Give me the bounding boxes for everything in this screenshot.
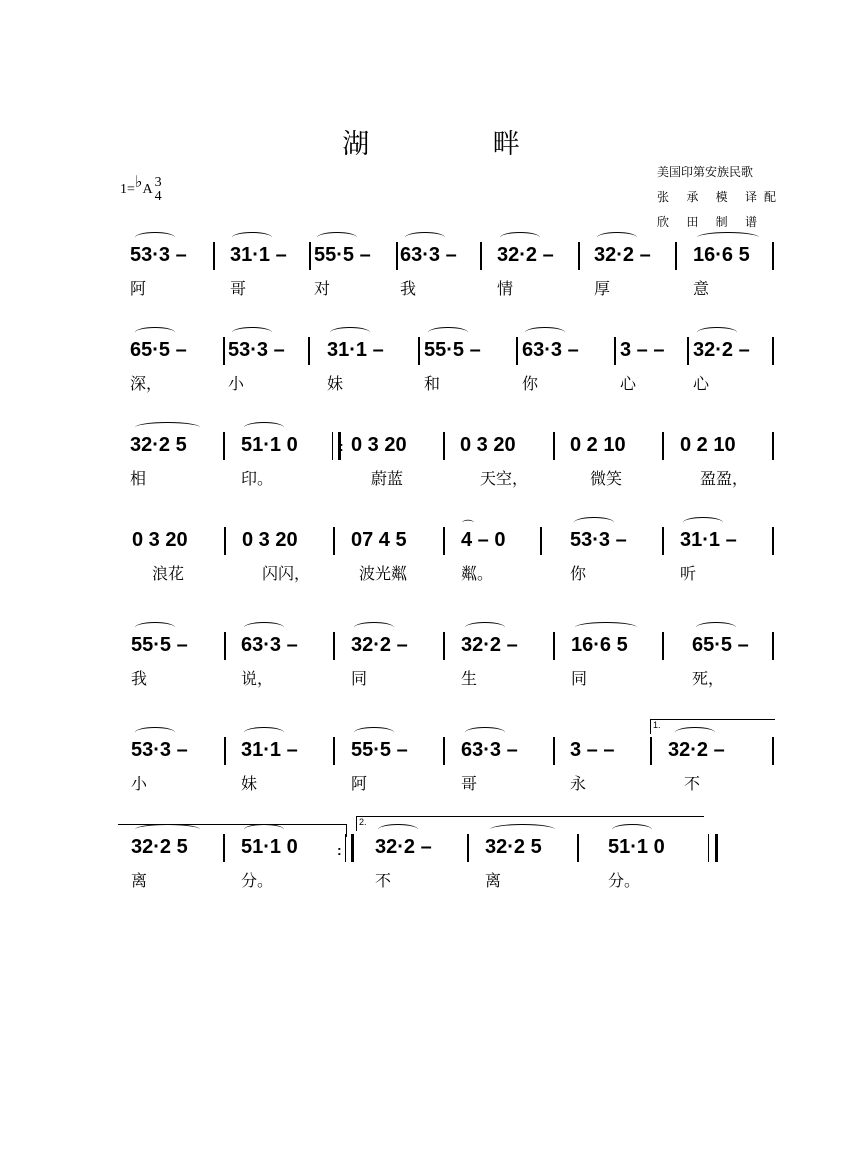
credits bbox=[657, 160, 783, 235]
time-bottom: 4 bbox=[154, 189, 162, 204]
key-signature bbox=[120, 176, 162, 204]
credit-transcriber: 欣 田 制 谱 bbox=[657, 215, 765, 229]
credit-origin: 美国印第安族民歌 bbox=[657, 165, 754, 179]
repeat-end-sign: : bbox=[337, 842, 342, 858]
score-line-3: 32·2 5 相 51·1 0 印。 : 0 3 20 蔚蓝 0 3 20 天空， 0 2 10 微笑 0 2 10 盈盈， bbox=[0, 420, 862, 510]
fermata-icon: ⌒ bbox=[462, 519, 475, 533]
score-line-5: 55·5 – 我 63·3 – 说， 32·2 – 同 32·2 – 生 16·6 5 同 65·5 – 死， bbox=[0, 620, 862, 710]
time-top: 3 bbox=[154, 175, 162, 190]
time-signature bbox=[155, 176, 162, 204]
volta-2: 2. bbox=[356, 816, 704, 831]
repeat-sign: : bbox=[339, 438, 344, 454]
score-line-7: 32·2 5 离 51·1 0 分。 : 2. 32·2 – 不 32·2 5 离 51·1 0 分。 bbox=[0, 822, 862, 912]
score-line-2: 65·5 – 深， 53·3 – 小 31·1 – 妹 55·5 – 和 63·3 – 你 3 – – 心 32·2 – 心 bbox=[0, 325, 862, 415]
key-prefix: 1= bbox=[120, 182, 135, 198]
score-line-4: 0 3 20 浪花 0 3 20 闪闪， 07 4 5 波光粼 ⌒ 4 – 0 粼。 53·3 – 你 31·1 – 听 bbox=[0, 515, 862, 605]
score-line-1: 53·3 – 阿 31·1 – 哥 55·5 – 对 63·3 – 我 32·2 – 情 32·2 – 厚 16·6 5 意 bbox=[0, 230, 862, 320]
song-title: 湖 畔 bbox=[342, 129, 578, 159]
score-line-6: 53·3 – 小 31·1 – 妹 55·5 – 阿 63·3 – 哥 3 – – 永 1. 32·2 – 不 bbox=[0, 725, 862, 815]
flat-symbol: ♭ bbox=[134, 174, 143, 192]
key-letter: A bbox=[142, 182, 153, 198]
volta-1: 1. bbox=[650, 719, 775, 734]
credit-translator: 张 承 模 译配 bbox=[657, 190, 784, 204]
